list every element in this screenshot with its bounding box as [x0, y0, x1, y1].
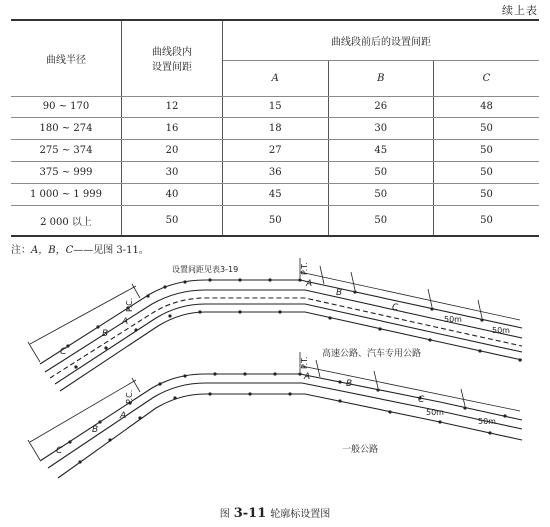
dim-c-upper-right: C [392, 303, 399, 313]
pc-label-lower: P.C. [125, 389, 134, 404]
dim-b-lower-right: B [346, 379, 353, 389]
upper-road-lane-edge [45, 290, 522, 372]
pc-label-upper: P.C. [125, 297, 134, 312]
dim-50m-lower-2: 50m [478, 417, 496, 426]
header-radius: 曲线半径 [11, 20, 122, 96]
dim-50m-upper-1: 50m [444, 315, 462, 324]
table-row: 90 ~ 170 12 15 26 48 [11, 96, 539, 118]
table-note: 注：A，B，C——见图 3-11。 [11, 245, 149, 256]
spacing-table [11, 19, 539, 237]
lower-road-inner-edge [58, 394, 522, 478]
dim-a-lower-left: A [120, 411, 127, 421]
table-row: 375 ~ 999 30 36 50 50 [11, 162, 539, 184]
header-c: C [434, 60, 540, 96]
expressway-label: 高速公路、汽车专用公路 [322, 349, 422, 359]
figure-caption: 图 3-11 轮廓标设置图 [219, 506, 331, 521]
lower-road-outer-edge [40, 374, 522, 461]
dim-c-lower-right: C [418, 395, 425, 405]
header-a: A [223, 60, 329, 96]
pt-label-lower: P.T. [300, 356, 309, 369]
dim-c-upper-left: C [60, 347, 67, 357]
upper-road-outer-edge [40, 280, 300, 364]
dim-b-upper-left: B [102, 329, 109, 339]
dim-50m-upper-2: 50m [492, 326, 510, 335]
lower-road-lane-edge [48, 383, 522, 468]
dim-b-lower-left: B [92, 425, 99, 435]
delineator-layout-figure [0, 256, 550, 504]
dim-a-upper-left: A [122, 317, 129, 327]
header-b: B [328, 60, 434, 96]
table-row: 180 ~ 274 16 18 30 50 [11, 118, 539, 140]
dim-50m-lower-1: 50m [426, 408, 444, 417]
table-row: 1 000 ~ 1 999 40 45 50 50 [11, 184, 539, 206]
dim-a-lower-right: A [304, 372, 311, 382]
table-row: 275 ~ 374 20 27 45 50 [11, 140, 539, 162]
header-before-after: 曲线段前后的设置间距 [223, 20, 540, 60]
spacing-ref-label: 设置间距见表3-19 [172, 265, 239, 274]
dim-b-upper-right: B [336, 288, 343, 298]
continued-label: 续上表 [502, 4, 538, 17]
table-row: 2 000 以上 50 50 50 50 [11, 206, 539, 236]
dim-a-upper-right: A [306, 279, 313, 289]
general-road-label: 一般公路 [342, 445, 379, 455]
pt-label-upper: P.T. [300, 262, 309, 275]
upper-road-centerline [50, 298, 522, 378]
dim-c-lower-left: C [56, 446, 63, 456]
header-inside-spacing: 曲线段内 设置间距 [122, 20, 223, 96]
